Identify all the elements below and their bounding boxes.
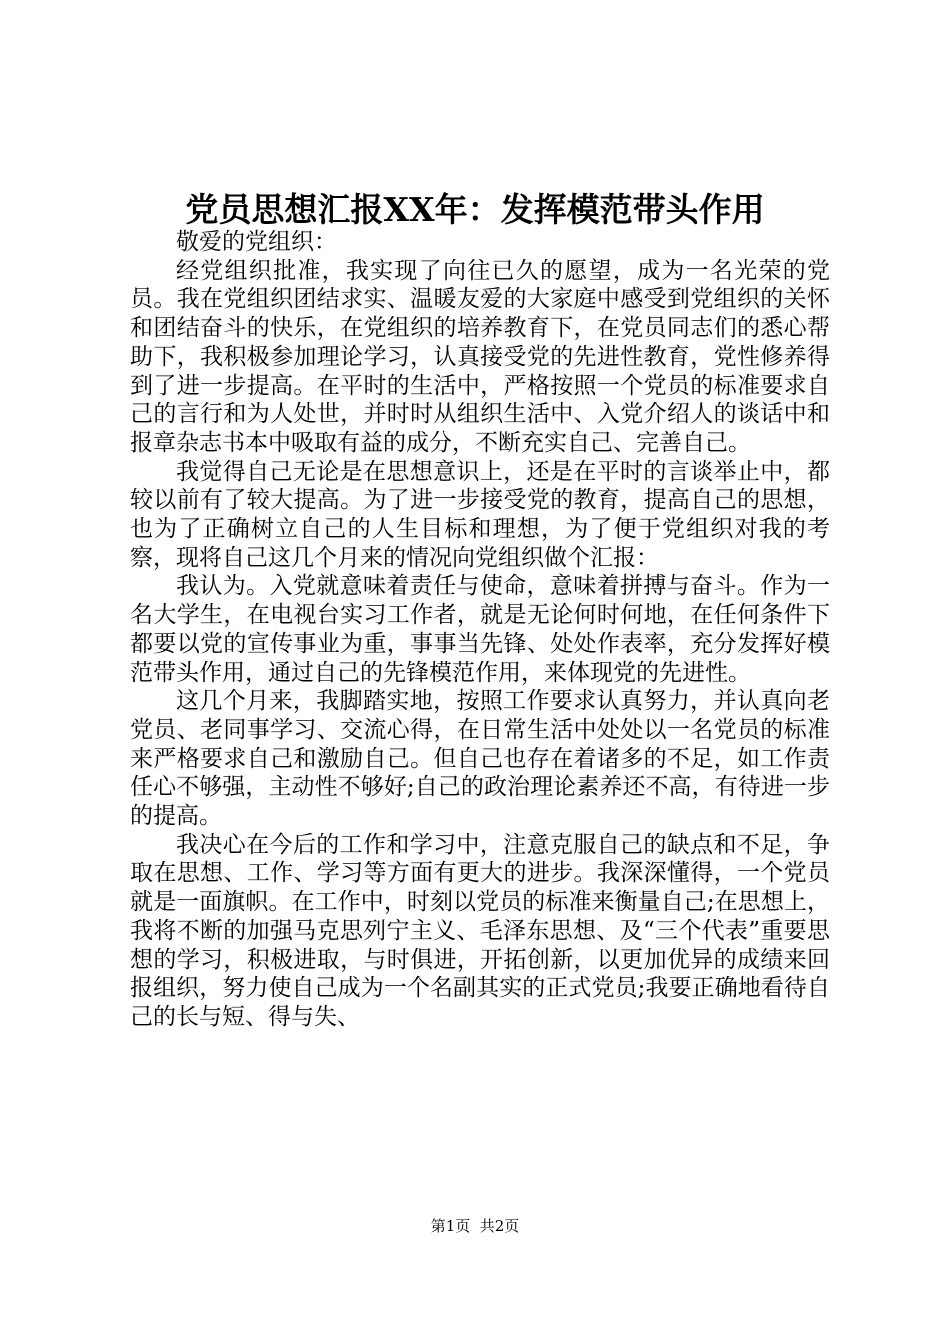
paragraph: 我认为。入党就意味着责任与使命，意味着拼搏与奋斗。作为一名大学生，在电视台实习工作者，就是无论何时何地，在任何条件下都要以党的宣传事业为重，事事当先锋、处处作表率，充分发挥好模范带头作用，通过自己的先锋模范作用，来体现党的先进性。 xyxy=(130,573,830,686)
paragraph: 我决心在今后的工作和学习中，注意克服自己的缺点和不足，争取在思想、工作、学习等方面有更大的进步。我深深懂得，一个党员就是一面旗帜。在工作中，时刻以党员的标准来衡量自己;在思想上，我将不断的加强马克思列宁主义、毛泽东思想、及“三个代表”重要思想的学习，积极进取，与时俱进，开拓创新，以更加优异的成绩来回报组织，努力使自己成为一个名副其实的正式党员;我要正确地看待自己的长与短、得与失、 xyxy=(130,831,830,1030)
paragraph: 我觉得自己无论是在思想意识上，还是在平时的言谈举止中，都较以前有了较大提高。为了进一步接受党的教育，提高自己的思想，也为了正确树立自己的人生目标和理想，为了便于党组织对我的考察，现将自己这几个月来的情况向党组织做个汇报： xyxy=(130,458,830,571)
document-title: 党员思想汇报XX年：发挥模范带头作用 xyxy=(185,190,765,229)
page-number-footer: 第1页 共2页 xyxy=(430,1217,520,1235)
paragraph: 这几个月来，我脚踏实地，按照工作要求认真努力，并认真向老党员、老同事学习、交流心得，在日常生活中处处以一名党员的标准来严格要求自己和激励自己。但自己也存在着诸多的不足，如工作责任心不够强，主动性不够好;自己的政治理论素养还不高，有待进一步的提高。 xyxy=(130,688,830,830)
document-body xyxy=(130,228,830,1032)
paragraph: 经党组织批准，我实现了向往已久的愿望，成为一名光荣的党员。我在党组织团结求实、温暖友爱的大家庭中感受到党组织的关怀和团结奋斗的快乐，在党组织的培养教育下，在党员同志们的悉心帮助下，我积极参加理论学习，认真接受党的先进性教育，党性修养得到了进一步提高。在平时的生活中，严格按照一个党员的标准要求自己的言行和为人处世，并时时从组织生活中、入党介绍人的谈话中和报章杂志书本中吸取有益的成分，不断充实自己、完善自己。 xyxy=(130,257,830,456)
salutation: 敬爱的党组织： xyxy=(176,229,337,255)
